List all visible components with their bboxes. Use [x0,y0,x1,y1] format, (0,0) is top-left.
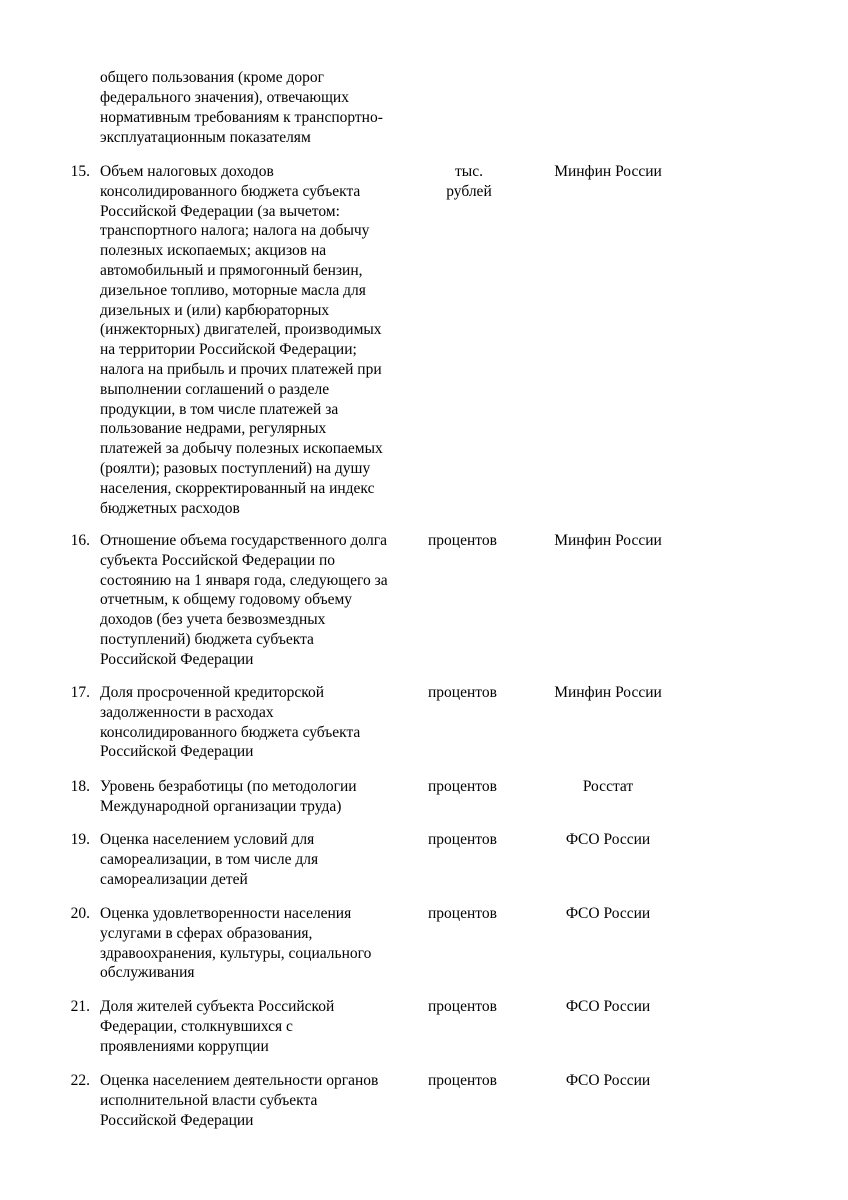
row-number: 20. [70,905,90,922]
continuation-line: общего пользования (кроме дорог [100,69,325,86]
unit-of-measure: процентов [428,532,497,549]
unit-of-measure: процентов [428,778,497,795]
data-source: Минфин России [554,684,662,701]
continuation-line: федерального значения), отвечающих [100,89,349,106]
continuation-line: нормативным требованиям к транспортно- [100,109,383,126]
unit-of-measure: процентов [428,905,497,922]
row-number: 16. [70,532,90,549]
unit-of-measure: процентов [428,831,497,848]
indicator-title: Доля жителей субъекта Российской Федерации, столкнувшихся с проявлениями коррупции [100,998,335,1055]
row-number: 19. [70,831,90,848]
indicator-title: Оценка удовлетворенности населения услугами в сферах образования, здравоохранения, культуры, социального обслуживания [100,905,372,982]
indicator-title: Доля просроченной кредиторской задолженности в расходах консолидированного бюджета субъекта Российской Федерации [100,684,361,761]
continuation-line: эксплуатационным показателям [100,129,311,146]
row-number: 18. [70,778,90,795]
indicator-title: Объем налоговых доходов консолидированного бюджета субъекта Российской Федерации (за вычетом: транспортного налога; налога на добычу полезных ископаемых; акцизов на автомобильный и прямогонный бензин, дизельное топливо, моторные масла для дизельных и (или) карбюраторных (инжекторных) двигателей, производимых на территории Российской Федерации; налога на прибыль и прочих платежей при выполнении соглашений о разделе продукции, в том числе платежей за пользование недрами, регулярных платежей за добычу полезных ископаемых (роялти); разовых поступлений) на душу населения, скорректированный на индекс бюджетных расходов [100,163,383,517]
data-source: ФСО России [565,998,651,1015]
data-source: Росстат [582,778,634,795]
indicator-title: Оценка населением деятельности органов исполнительной власти субъекта Российской Федерации [100,1072,379,1129]
data-source: ФСО России [565,1072,651,1089]
data-source: ФСО России [565,831,651,848]
row-number: 22. [70,1072,90,1089]
unit-of-measure: процентов [428,998,497,1015]
unit-of-measure: тыс. рублей [446,163,492,200]
data-source: Минфин России [554,163,662,180]
row-number: 15. [70,163,90,180]
data-source: ФСО России [565,905,651,922]
row-number: 21. [70,998,90,1015]
indicator-title: Уровень безработицы (по методологии Международной организации труда) [100,778,357,815]
unit-of-measure: процентов [428,684,497,701]
indicator-title: Оценка населением условий для самореализации, в том числе для самореализации детей [100,831,319,888]
unit-of-measure: процентов [428,1072,497,1089]
indicator-title: Отношение объема государственного долга субъекта Российской Федерации по состоянию на 1 января года, следующего за отчетным, к общему годовому объему доходов (без учета безвозмездных поступлений) бюджета субъекта Российской Федерации [100,532,388,668]
row-number: 17. [70,684,90,701]
data-source: Минфин России [554,532,662,549]
